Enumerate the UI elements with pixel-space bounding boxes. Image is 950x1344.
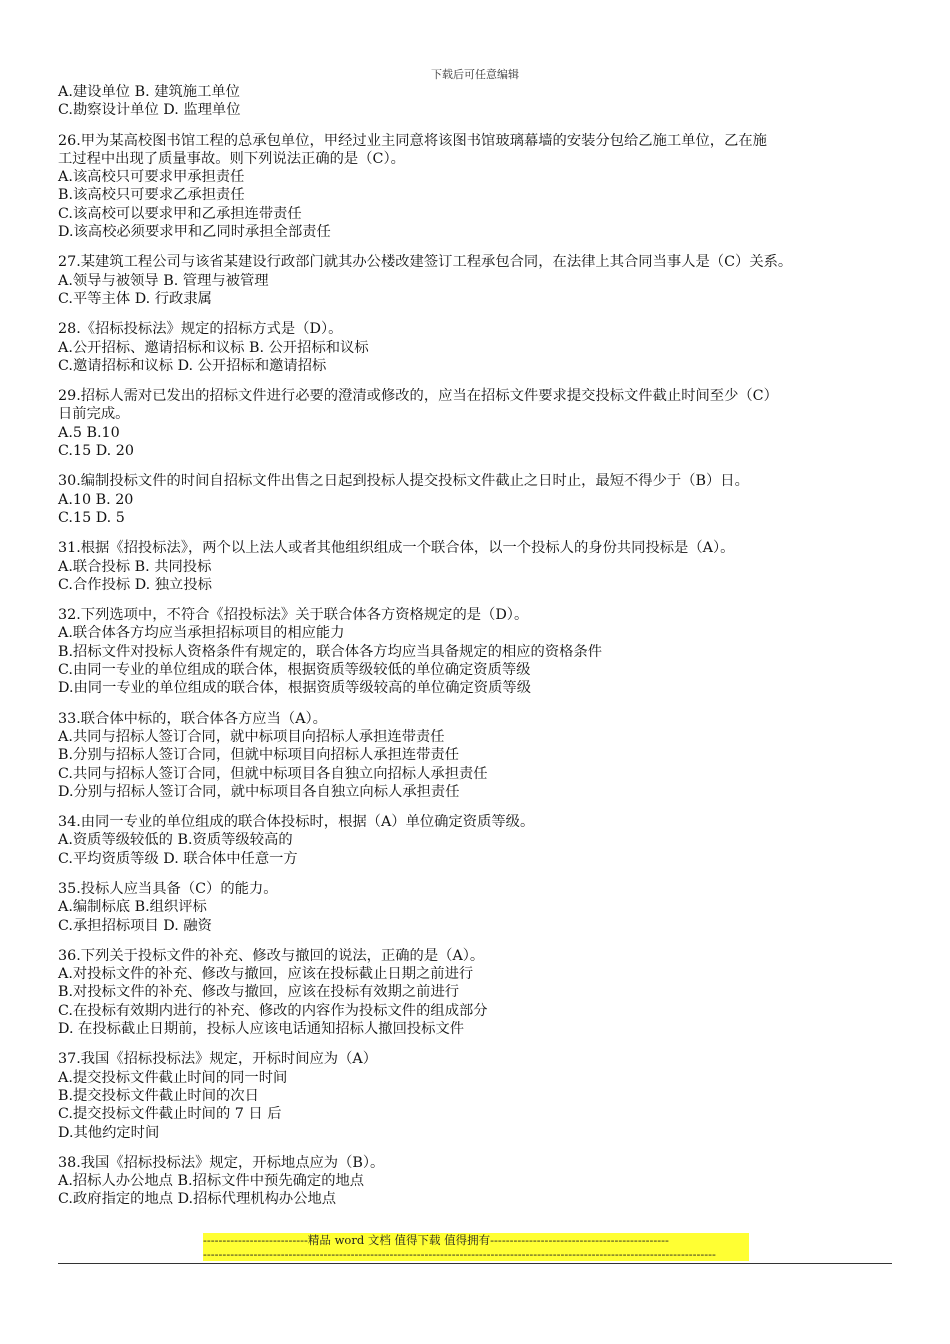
question-block [58,1154,908,1209]
question-line: C.邀请招标和议标 D. 公开招标和邀请招标 [58,357,327,374]
question-line: A.10 B. 20 [58,491,134,508]
question-block [58,472,908,527]
question-line: A.5 B.10 [58,424,120,441]
question-stem: 32.下列选项中，不符合《招投标法》关于联合体各方资格规定的是（D）。 [58,607,529,624]
question-stem: 35.投标人应当具备（C）的能力。 [58,880,278,897]
question-stem: 26.甲为某高校图书馆工程的总承包单位，甲经过业主同意将该图书馆玻璃幕墙的安装分包给乙施工单位，乙在施 [58,132,767,149]
question-line: D.该高校必须要求甲和乙同时承担全部责任 [58,224,331,241]
question-block [58,387,908,460]
question-block [58,880,908,935]
question-line: C.15 D. 5 [58,509,125,526]
question-line: A.提交投标文件截止时间的同一时间 [58,1069,288,1086]
question-line: C.承担招标项目 D. 融资 [58,917,212,934]
question-block [58,132,908,242]
question-stem: 36.下列关于投标文件的补充、修改与撤回的说法，正确的是（A）。 [58,947,485,964]
question-stem: 28.《招标投标法》规定的招标方式是（D）。 [58,321,343,338]
question-stem: 30.编制投标文件的时间自招标文件出售之日起到投标人提交投标文件截止之日时止，最短不得少于（B）日。 [58,473,749,490]
question-line: C.合作投标 D. 独立投标 [58,576,212,593]
question-block [58,539,908,594]
question-line: B.对投标文件的补充、修改与撤回，应该在投标有效期之前进行 [58,984,460,1001]
question-stem: 27.某建筑工程公司与该省某建设行政部门就其办公楼改建签订工程承包合同，在法律上其合同当事人是（C）关系。 [58,254,793,271]
question-line: D.由同一专业的单位组成的联合体，根据资质等级较高的单位确定资质等级 [58,680,531,697]
question-line: A.建设单位 B. 建筑施工单位 [58,84,240,100]
question-line: B.招标文件对投标人资格条件有规定的，联合体各方均应当具备规定的相应的资格条件 [58,643,603,660]
question-block [58,947,908,1038]
footer-banner-line-2: ------------------------------------------------------------------------------------------------------------------------------------ [203,1247,716,1261]
question-line: C.该高校可以要求甲和乙承担连带责任 [58,205,302,222]
question-line: D. 在投标截止日期前，投标人应该电话通知招标人撤回投标文件 [58,1021,465,1038]
page-header-note: 下载后可任意编辑 [431,68,519,81]
question-block [58,1050,908,1141]
question-line: C.15 D. 20 [58,443,134,460]
question-block [58,813,908,868]
question-line: A.对投标文件的补充、修改与撤回，应该在投标截止日期之前进行 [58,966,474,983]
question-stem: 38.我国《招标投标法》规定，开标地点应为（B）。 [58,1154,385,1171]
question-line: A.联合投标 B. 共同投标 [58,558,212,575]
question-line: C.政府指定的地点 D.招标代理机构办公地点 [58,1191,337,1208]
question-line: D.其他约定时间 [58,1124,160,1141]
question-line: 日前完成。 [58,406,130,423]
question-line: A.共同与招标人签订合同，就中标项目向招标人承担连带责任 [58,728,445,745]
question-line: B.该高校只可要求乙承担责任 [58,187,245,204]
question-line: A.联合体各方均应当承担招标项目的相应能力 [58,625,345,642]
footer-banner-line-1: ---------------------------精品 word 文档 值得下载 值得拥有---------------------------------------------- [203,1233,669,1247]
footer-banner [203,1233,749,1261]
question-line: 工过程中出现了质量事故。则下列说法正确的是（C）。 [58,150,405,167]
question-line: D.分别与招标人签订合同，就中标项目各自独立向标人承担责任 [58,783,460,800]
question-line: A.资质等级较低的 B.资质等级较高的 [58,832,293,849]
question-line: A.编制标底 B.组织评标 [58,899,207,916]
question-line: C.在投标有效期内进行的补充、修改的内容作为投标文件的组成部分 [58,1002,488,1019]
question-line: C.共同与招标人签订合同，但就中标项目各自独立向招标人承担责任 [58,765,488,782]
question-stem: 31.根据《招投标法》，两个以上法人或者其他组织组成一个联合体，以一个投标人的身份共同投标是（A）。 [58,540,735,557]
document-body [58,83,908,1221]
question-line: C.平等主体 D. 行政隶属 [58,290,212,307]
question-block [58,606,908,697]
question-stem: 33.联合体中标的，联合体各方应当（A）。 [58,710,327,727]
question-line: C.由同一专业的单位组成的联合体，根据资质等级较低的单位确定资质等级 [58,662,531,679]
footer-divider [58,1263,892,1264]
question-stem: 37.我国《招标投标法》规定，开标时间应为（A） [58,1051,377,1068]
question-block [58,710,908,801]
question-line: A.领导与被领导 B. 管理与被管理 [58,272,269,289]
question-line: B.提交投标文件截止时间的次日 [58,1087,259,1104]
question-line: A.公开招标、邀请招标和议标 B. 公开招标和议标 [58,339,369,356]
question-block [58,253,908,308]
question-line: C.提交投标文件截止时间的 7 日 后 [58,1106,282,1123]
question-stem: 34.由同一专业的单位组成的联合体投标时，根据（A）单位确定资质等级。 [58,814,535,831]
question-block [58,320,908,375]
question-line: A.该高校只可要求甲承担责任 [58,169,245,186]
question-line: C.勘察设计单位 D. 监理单位 [58,102,241,119]
question-block [58,83,908,120]
question-line: A.招标人办公地点 B.招标文件中预先确定的地点 [58,1173,365,1190]
question-line: B.分别与招标人签订合同，但就中标项目向招标人承担连带责任 [58,747,460,764]
question-stem: 29.招标人需对已发出的招标文件进行必要的澄清或修改的，应当在招标文件要求提交投标文件截止时间至少（C） [58,388,778,405]
question-line: C.平均资质等级 D. 联合体中任意一方 [58,850,298,867]
